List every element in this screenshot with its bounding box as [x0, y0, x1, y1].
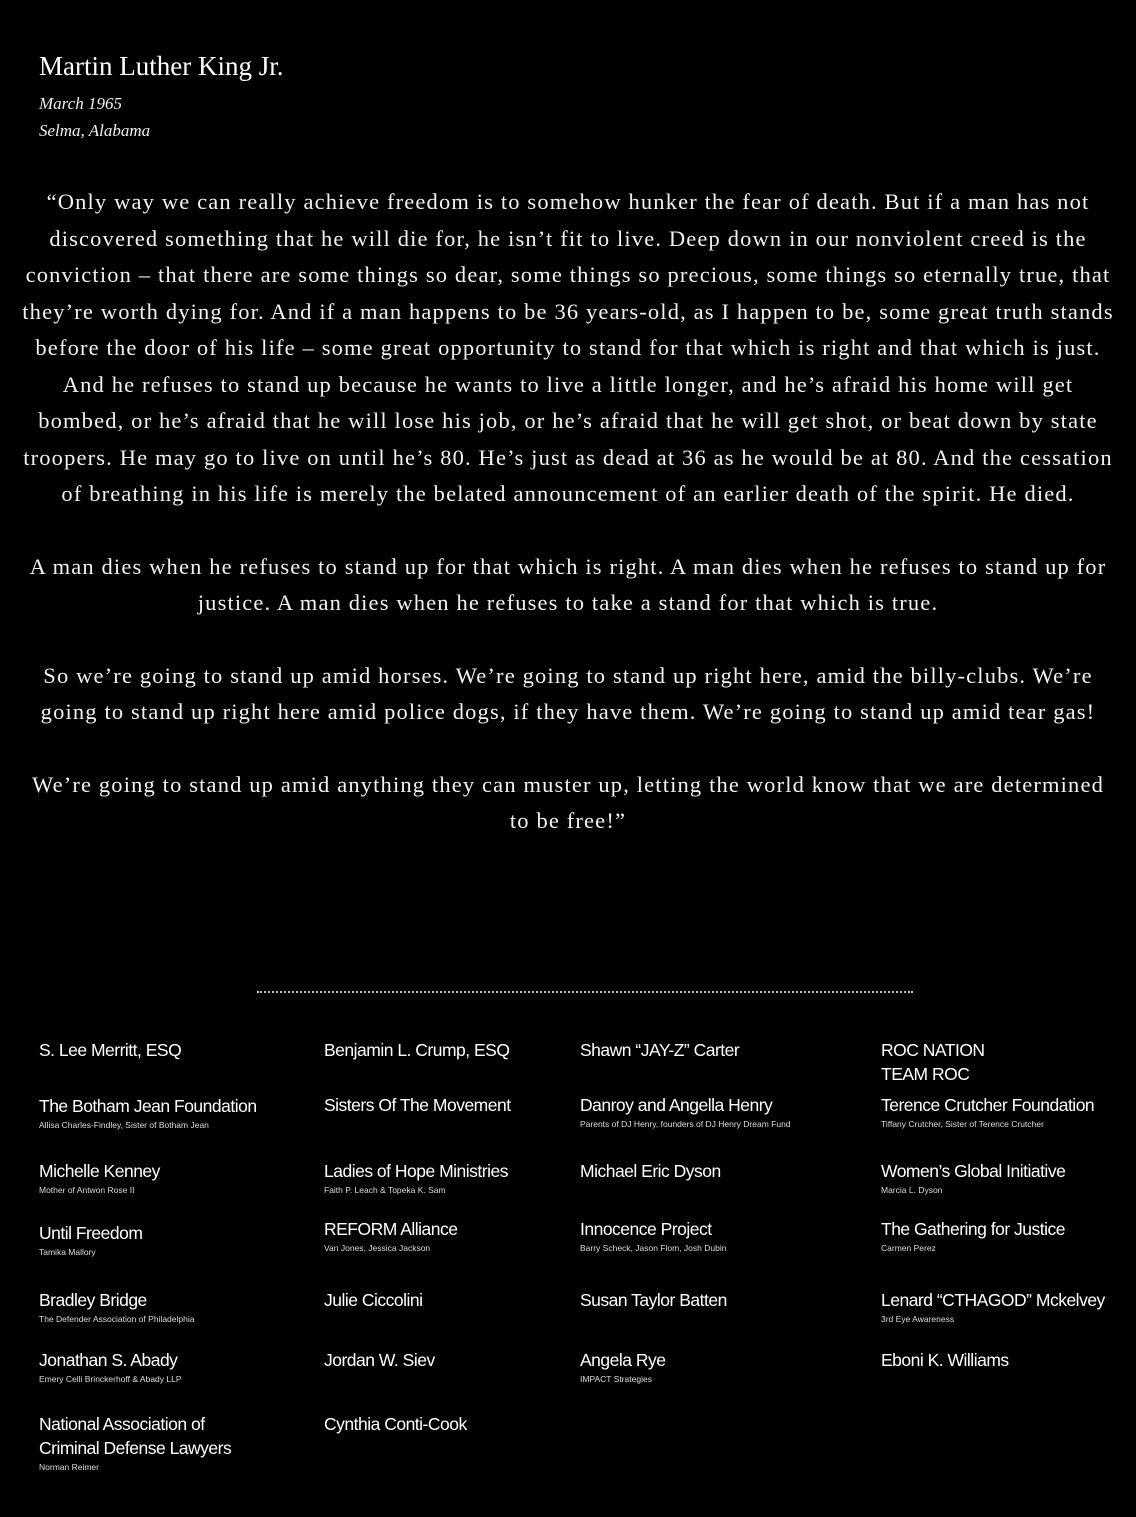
signatory — [881, 1038, 985, 1086]
signatory — [580, 1159, 721, 1183]
signatory — [39, 1348, 182, 1385]
signatory-name: Shawn “JAY-Z” Carter — [580, 1040, 740, 1060]
signatory — [324, 1093, 511, 1117]
signatory — [881, 1288, 1105, 1325]
quote-paragraph: We’re going to stand up amid anything they can muster up, letting the world know that we are determined to be free!” — [31, 771, 1104, 833]
signatory-affiliation: IMPACT Strategies — [580, 1374, 652, 1384]
signatory — [324, 1159, 508, 1196]
signatory — [580, 1288, 727, 1312]
signatory-affiliation: 3rd Eye Awareness — [881, 1314, 955, 1324]
signatory-name: Terence Crutcher Foundation — [881, 1095, 1095, 1115]
signatory — [39, 1094, 257, 1131]
signatory-name: Michelle Kenney — [39, 1161, 160, 1181]
signatory — [39, 1412, 231, 1473]
signatory-affiliation: Barry Scheck, Jason Flom, Josh Dubin — [580, 1243, 727, 1253]
signatory-name: Danroy and Angella Henry — [580, 1095, 773, 1115]
signatory — [881, 1217, 1065, 1254]
signatory-name: Sisters Of The Movement — [324, 1095, 511, 1115]
signatory — [881, 1093, 1094, 1130]
signatory-name: ROC NATION TEAM ROC — [881, 1040, 985, 1084]
signatory-name: Bradley Bridge — [39, 1290, 147, 1310]
signatory-name: Jordan W. Siev — [324, 1350, 435, 1370]
speaker-name: Martin Luther King Jr. — [39, 51, 284, 81]
signatory-name: Benjamin L. Crump, ESQ — [324, 1040, 510, 1060]
quote-paragraph: So we’re going to stand up amid horses. We’re going to stand up right here, amid the billy-clubs. We’re going to stand up right here amid police dogs, if they have them. We’re going to stand up amid tear gas! — [40, 662, 1096, 724]
quote-paragraph: “Only way we can really achieve freedom is to somehow hunker the fear of death. But if a man has not discovered something that he will die for, he isn’t fit to live. Deep down in our nonviolent creed is the conviction – that there are some things so dear, some things so precious, some things so eternally true, that they’re worth dying for. And if a man happens to be 36 years-old, as I happen to be, some great truth stands before the door of his life – some great opportunity to stand for that which is right and that which is just. And he refuses to stand up because he wants to live a little longer, and he’s afraid his home will get bombed, or he’s afraid that he will lose his job, or he’s afraid that he will get shot, or beat down by state troopers. He may go to live on until he’s 80. He’s just as dead at 36 as he would be at 80. And the cessation of breathing in his life is merely the belated announcement of an earlier death of the spirit. He died. — [22, 189, 1114, 506]
signatory-affiliation: Tiffany Crutcher, Sister of Terence Crutcher — [881, 1119, 1044, 1129]
signatory — [324, 1288, 423, 1312]
signatory-name: Cynthia Conti-Cook — [324, 1414, 467, 1434]
signatory-affiliation: Allisa Charles-Findley, Sister of Botham Jean — [39, 1120, 209, 1130]
signatory-name: Susan Taylor Batten — [580, 1290, 727, 1310]
signatory-affiliation: Emery Celli Brinckerhoff & Abady LLP — [39, 1374, 182, 1384]
signatory-affiliation: Tamika Mallory — [39, 1247, 96, 1257]
signatory-name: National Association of Criminal Defense Lawyers — [39, 1414, 232, 1458]
signatory — [881, 1348, 1009, 1372]
quote-paragraph: A man dies when he refuses to stand up for that which is right. A man dies when he refuses to stand up for justice. A man dies when he refuses to take a stand for that which is true. — [29, 553, 1107, 615]
signatory — [580, 1217, 726, 1254]
signatory-name: Michael Eric Dyson — [580, 1161, 721, 1181]
speech-place: Selma, Alabama — [39, 121, 151, 140]
signatory — [580, 1348, 665, 1385]
signatory-name: Lenard “CTHAGOD” Mckelvey — [881, 1290, 1105, 1310]
speech-date: March 1965 — [39, 94, 122, 113]
signatory — [39, 1159, 160, 1196]
signatory-affiliation: Faith P. Leach & Topeka K. Sam — [324, 1185, 446, 1195]
signatory-name: Eboni K. Williams — [881, 1350, 1009, 1370]
signatory-name: Women’s Global Initiative — [881, 1161, 1066, 1181]
signatory-name: The Gathering for Justice — [881, 1219, 1065, 1239]
signatory-affiliation: Mother of Antwon Rose II — [39, 1185, 135, 1195]
signatory-name: Innocence Project — [580, 1219, 712, 1239]
signatory — [324, 1348, 435, 1372]
signatory-name: REFORM Alliance — [324, 1219, 458, 1239]
signatory — [881, 1159, 1065, 1196]
signatory — [324, 1038, 509, 1062]
signatory-affiliation: The Defender Association of Philadelphia — [39, 1314, 195, 1324]
signatory-affiliation: Norman Reimer — [39, 1462, 99, 1472]
signatory — [324, 1412, 467, 1436]
signatory-name: The Botham Jean Foundation — [39, 1096, 257, 1116]
signatory-affiliation: Parents of DJ Henry, founders of DJ Henry Dream Fund — [580, 1119, 791, 1129]
signatory — [39, 1038, 181, 1062]
signatory-name: Jonathan S. Abady — [39, 1350, 178, 1370]
signatory-name: Angela Rye — [580, 1350, 666, 1370]
signatory-name: Ladies of Hope Ministries — [324, 1161, 508, 1181]
signatory — [580, 1038, 739, 1062]
signatory-name: S. Lee Merritt, ESQ — [39, 1040, 182, 1060]
signatory-affiliation: Marcia L. Dyson — [881, 1185, 943, 1195]
signatory — [580, 1093, 791, 1130]
signatory-affiliation: Van Jones, Jessica Jackson — [324, 1243, 431, 1253]
signatory — [39, 1221, 142, 1258]
signatory — [39, 1288, 194, 1325]
signatory — [324, 1217, 458, 1254]
signatory-name: Julie Ciccolini — [324, 1290, 423, 1310]
signatory-name: Until Freedom — [39, 1223, 143, 1243]
signatory-affiliation: Carmen Perez — [881, 1243, 936, 1253]
